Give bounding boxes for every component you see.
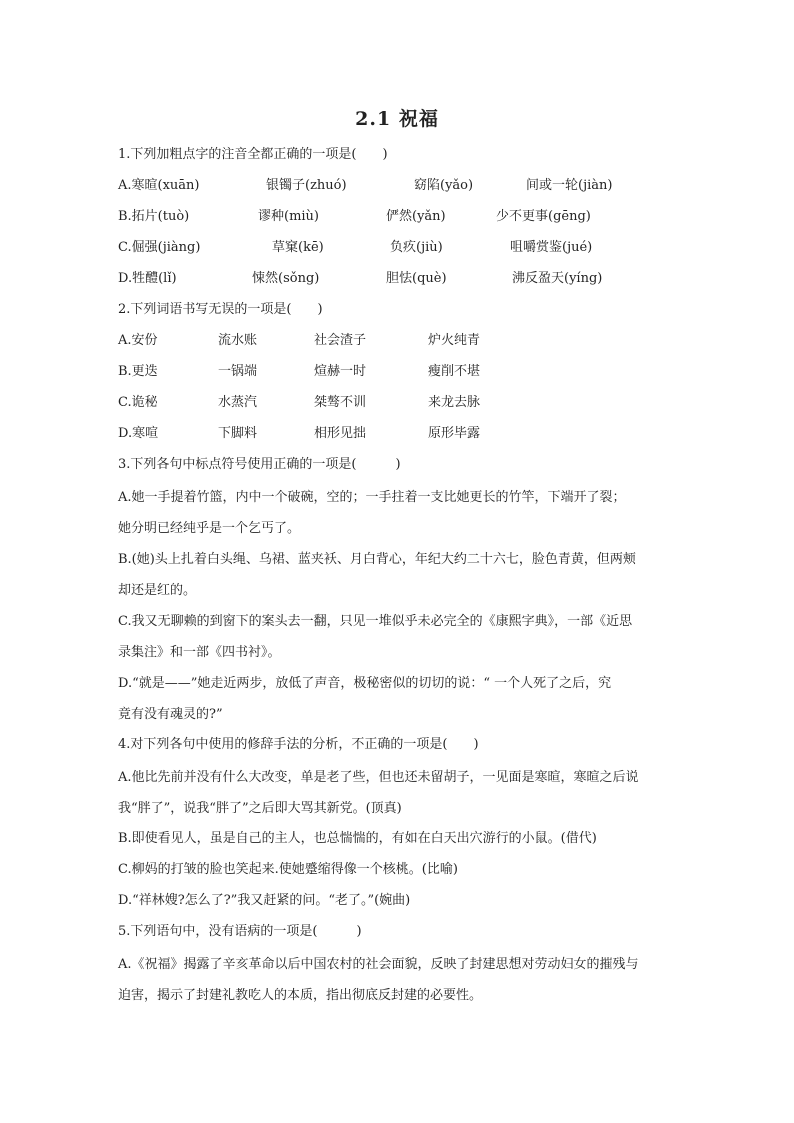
- q1-c-item-1: C.倔强(jiàng): [118, 240, 201, 255]
- q1-b-item-2: 谬种(miù): [258, 209, 320, 224]
- q2-b-item-1: B.更迭: [118, 364, 158, 379]
- page-title: 2.1 祝福: [355, 108, 439, 130]
- q1-d-item-4: 沸反盈天(yíng): [512, 271, 603, 286]
- q4-stem: 4.对下列各句中使用的修辞手法的分析，不正确的一项是( ): [118, 737, 479, 752]
- q3-stem: 3.下列各句中标点符号使用正确的一项是( ): [118, 457, 401, 472]
- q3-c-line-1: C.我又无聊赖的到窗下的案头去一翻，只见一堆似乎未必完全的《康熙字典》，一部《近思: [118, 614, 633, 629]
- q2-d-item-1: D.寒喧: [118, 426, 159, 441]
- q3-option-b: [118, 544, 678, 606]
- q3-option-d: [118, 668, 678, 730]
- q1-c-item-4: 咀嚼赏鉴(jué): [510, 240, 593, 255]
- q3-d-line-2: 竟有没有魂灵的?”: [118, 707, 223, 722]
- q5-a-line-2: 迫害，揭示了封建礼教吃人的本质，指出彻底反封建的必要性。: [118, 988, 483, 1003]
- q2-d-item-4: 原形毕露: [428, 426, 481, 441]
- q1-b-item-3: 俨然(yǎn): [386, 209, 446, 224]
- q2-stem: 2.下列词语书写无误的一项是( ): [118, 302, 323, 317]
- q3-a-line-1: A.她一手提着竹篮，内中一个破碗，空的；一手拄着一支比她更长的竹竿，下端开了裂；: [118, 490, 626, 505]
- q2-b-item-2: 一锅端: [218, 364, 258, 379]
- q2-c-item-4: 来龙去脉: [428, 395, 481, 410]
- q1-d-item-2: 悚然(sǒng): [252, 271, 320, 286]
- q1-a-item-1: A.寒暄(xuān): [118, 178, 200, 193]
- q3-a-line-2: 她分明已经纯乎是一个乞丐了。: [118, 521, 301, 536]
- q3-option-c: [118, 606, 678, 668]
- q1-stem: 1.下列加粗点字的注音全都正确的一项是( ): [118, 147, 388, 162]
- q3-b-line-2: 却还是红的。: [118, 583, 197, 598]
- q1-a-item-2: 银镯子(zhuó): [266, 178, 347, 193]
- q4-a-line-2: 我“胖了”，说我“胖了”之后即大骂其新党。(顶真): [118, 801, 402, 816]
- q1-c-item-2: 草窠(kē): [272, 240, 324, 255]
- q2-b-item-4: 瘦削不堪: [428, 364, 481, 379]
- q3-d-line-1: D.“就是——”她走近两步，放低了声音，极秘密似的切切的说：“ 一个人死了之后，究: [118, 676, 612, 691]
- q5-option-a: [118, 949, 678, 1011]
- q2-c-item-2: 水蒸汽: [218, 395, 258, 410]
- q1-b-item-4: 少不更事(gēng): [496, 209, 591, 224]
- q2-d-item-3: 相形见拙: [314, 426, 367, 441]
- q3-b-line-1: B.(她)头上扎着白头绳、乌裙、蓝夹袄、月白背心，年纪大约二十六七，脸色青黄，但两颊: [118, 552, 636, 567]
- q3-c-line-2: 录集注》和一部《四书衬》。: [118, 645, 281, 660]
- q1-d-item-3: 胆怯(què): [386, 271, 447, 286]
- q5-a-line-1: A.《祝福》揭露了辛亥革命以后中国农村的社会面貌，反映了封建思想对劳动妇女的摧残与: [118, 957, 639, 972]
- q4-option-a: [118, 762, 678, 824]
- q1-a-item-3: 窈陷(yǎo): [414, 178, 474, 193]
- q4-option-d: D.“祥林嫂?怎么了?”我又赶紧的问。“老了。”(婉曲): [118, 893, 411, 908]
- q1-b-item-1: B.拓片(tuò): [118, 209, 190, 224]
- q3-option-a: [118, 482, 678, 544]
- q2-c-item-3: 桀骜不训: [314, 395, 367, 410]
- q2-d-item-2: 下脚料: [218, 426, 258, 441]
- q1-a-item-4: 间或一轮(jiàn): [526, 178, 613, 193]
- q2-a-item-4: 炉火纯青: [428, 333, 481, 348]
- q2-c-item-1: C.诡秘: [118, 395, 158, 410]
- q2-a-item-1: A.安份: [118, 333, 158, 348]
- q4-option-b: B.即使看见人，虽是自己的主人，也总惴惴的，有如在白天出穴游行的小鼠。(借代): [118, 831, 597, 846]
- q2-a-item-2: 流水账: [218, 333, 258, 348]
- q4-a-line-1: A.他比先前并没有什么大改变，单是老了些，但也还未留胡子，一见面是寒暄，寒暄之后说: [118, 770, 639, 785]
- q2-b-item-3: 煊赫一时: [314, 364, 367, 379]
- q4-option-c: C.柳妈的打皱的脸也笑起来.使她蹙缩得像一个核桃。(比喻): [118, 862, 458, 877]
- q2-a-item-3: 社会渣子: [314, 333, 367, 348]
- q5-stem: 5.下列语句中，没有语病的一项是( ): [118, 924, 362, 939]
- q1-c-item-3: 负疚(jiù): [390, 240, 443, 255]
- q1-d-item-1: D.牲醴(lǐ): [118, 271, 177, 286]
